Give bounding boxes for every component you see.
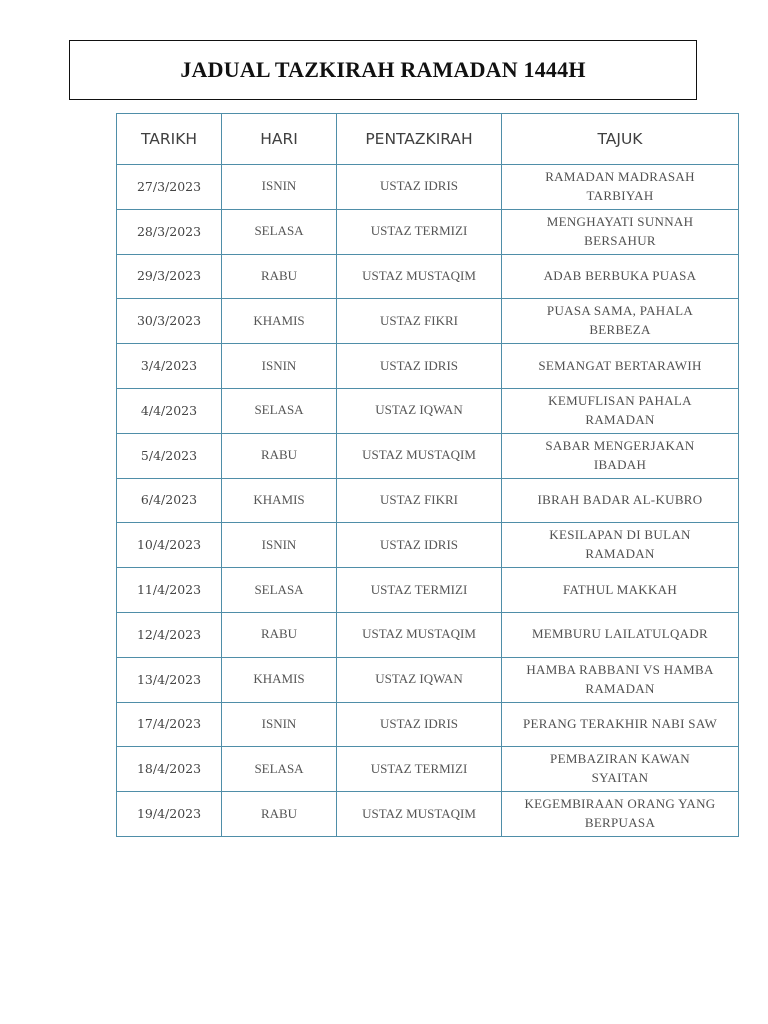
cell-pentazkirah: USTAZ IDRIS [337, 344, 502, 389]
header-hari: HARI [222, 114, 337, 165]
tajuk-line-2: RAMADAN [585, 411, 655, 427]
tajuk-line-1: PERANG TERAKHIR NABI SAW [522, 716, 718, 732]
tajuk-line-2: RAMADAN [585, 680, 655, 696]
cell-tarikh: 6/4/2023 [117, 478, 222, 523]
table-row [117, 702, 739, 747]
cell-tajuk [502, 792, 739, 837]
cell-tajuk [502, 209, 739, 254]
cell-tajuk [502, 344, 739, 389]
cell-pentazkirah: USTAZ MUSTAQIM [337, 254, 502, 299]
cell-tajuk [502, 478, 739, 523]
cell-hari: RABU [222, 612, 337, 657]
table-row [117, 388, 739, 433]
cell-pentazkirah: USTAZ TERMIZI [337, 568, 502, 613]
cell-pentazkirah: USTAZ MUSTAQIM [337, 792, 502, 837]
tajuk-line-1: HAMBA RABBANI VS HAMBA [526, 661, 714, 677]
cell-tajuk [502, 657, 739, 702]
cell-tarikh: 12/4/2023 [117, 612, 222, 657]
cell-hari: SELASA [222, 568, 337, 613]
cell-hari: ISNIN [222, 165, 337, 210]
header-tajuk: TAJUK [502, 114, 739, 165]
table-row [117, 299, 739, 344]
tajuk-line-2: IBADAH [593, 456, 647, 472]
cell-hari: ISNIN [222, 702, 337, 747]
cell-tarikh: 5/4/2023 [117, 433, 222, 478]
tajuk-line-1: MEMBURU LAILATULQADR [531, 626, 709, 642]
cell-pentazkirah: USTAZ IDRIS [337, 523, 502, 568]
schedule-body [117, 165, 739, 837]
cell-tarikh: 29/3/2023 [117, 254, 222, 299]
tajuk-line-1: KESILAPAN DI BULAN [549, 527, 691, 543]
tajuk-line-1: MENGHAYATI SUNNAH [546, 213, 694, 229]
header-pentazkirah: PENTAZKIRAH [337, 114, 502, 165]
cell-tarikh: 17/4/2023 [117, 702, 222, 747]
title-box [69, 40, 697, 100]
cell-hari: SELASA [222, 209, 337, 254]
tajuk-line-1: PEMBAZIRAN KAWAN [550, 751, 690, 767]
cell-tajuk [502, 254, 739, 299]
table-row [117, 657, 739, 702]
cell-hari: SELASA [222, 388, 337, 433]
tajuk-line-1: SEMANGAT BERTARAWIH [538, 357, 702, 373]
cell-hari: SELASA [222, 747, 337, 792]
tajuk-line-2: BERPUASA [584, 815, 656, 831]
cell-tarikh: 13/4/2023 [117, 657, 222, 702]
tajuk-line-1: RAMADAN MADRASAH [545, 169, 695, 185]
cell-tajuk [502, 523, 739, 568]
cell-pentazkirah: USTAZ IQWAN [337, 388, 502, 433]
cell-pentazkirah: USTAZ MUSTAQIM [337, 612, 502, 657]
cell-tajuk [502, 433, 739, 478]
cell-hari: RABU [222, 433, 337, 478]
table-row [117, 792, 739, 837]
table-row [117, 478, 739, 523]
document-title: JADUAL TAZKIRAH RAMADAN 1444H [180, 57, 586, 82]
cell-pentazkirah: USTAZ TERMIZI [337, 747, 502, 792]
cell-hari: ISNIN [222, 523, 337, 568]
cell-tarikh: 3/4/2023 [117, 344, 222, 389]
cell-pentazkirah: USTAZ TERMIZI [337, 209, 502, 254]
tajuk-line-1: SABAR MENGERJAKAN [545, 437, 695, 453]
table-row [117, 165, 739, 210]
cell-hari: KHAMIS [222, 657, 337, 702]
cell-pentazkirah: USTAZ MUSTAQIM [337, 433, 502, 478]
tajuk-line-2: BERBEZA [589, 322, 651, 338]
tajuk-line-1: IBRAH BADAR AL-KUBRO [537, 492, 703, 508]
cell-tajuk [502, 747, 739, 792]
header-row [117, 114, 739, 165]
cell-tajuk [502, 388, 739, 433]
cell-tarikh: 30/3/2023 [117, 299, 222, 344]
cell-tajuk [502, 299, 739, 344]
tajuk-line-1: FATHUL MAKKAH [562, 581, 678, 597]
cell-hari: RABU [222, 254, 337, 299]
tajuk-line-2: SYAITAN [591, 770, 649, 786]
cell-hari: KHAMIS [222, 299, 337, 344]
cell-tarikh: 4/4/2023 [117, 388, 222, 433]
cell-hari: RABU [222, 792, 337, 837]
table-row [117, 747, 739, 792]
table-row [117, 612, 739, 657]
tajuk-line-2: BERSAHUR [584, 232, 656, 248]
cell-tarikh: 11/4/2023 [117, 568, 222, 613]
cell-tajuk [502, 568, 739, 613]
cell-pentazkirah: USTAZ FIKRI [337, 299, 502, 344]
cell-tarikh: 27/3/2023 [117, 165, 222, 210]
table-row [117, 344, 739, 389]
tajuk-line-1: KEMUFLISAN PAHALA [548, 393, 692, 409]
tajuk-line-2: TARBIYAH [586, 187, 654, 203]
header-tarikh: TARIKH [117, 114, 222, 165]
cell-pentazkirah: USTAZ FIKRI [337, 478, 502, 523]
cell-tarikh: 18/4/2023 [117, 747, 222, 792]
table-row [117, 523, 739, 568]
table-row [117, 433, 739, 478]
tajuk-line-1: PUASA SAMA, PAHALA [546, 303, 694, 319]
cell-tajuk [502, 165, 739, 210]
cell-tajuk [502, 612, 739, 657]
table-row [117, 254, 739, 299]
cell-tarikh: 28/3/2023 [117, 209, 222, 254]
table-row [117, 209, 739, 254]
cell-tajuk [502, 702, 739, 747]
cell-tarikh: 10/4/2023 [117, 523, 222, 568]
cell-pentazkirah: USTAZ IDRIS [337, 702, 502, 747]
cell-tarikh: 19/4/2023 [117, 792, 222, 837]
cell-hari: ISNIN [222, 344, 337, 389]
tajuk-line-1: KEGEMBIRAAN ORANG YANG [524, 796, 716, 812]
schedule-table [116, 113, 739, 837]
cell-pentazkirah: USTAZ IQWAN [337, 657, 502, 702]
tajuk-line-2: RAMADAN [585, 546, 655, 562]
cell-hari: KHAMIS [222, 478, 337, 523]
tajuk-line-1: ADAB BERBUKA PUASA [543, 268, 697, 284]
cell-pentazkirah: USTAZ IDRIS [337, 165, 502, 210]
table-row [117, 568, 739, 613]
